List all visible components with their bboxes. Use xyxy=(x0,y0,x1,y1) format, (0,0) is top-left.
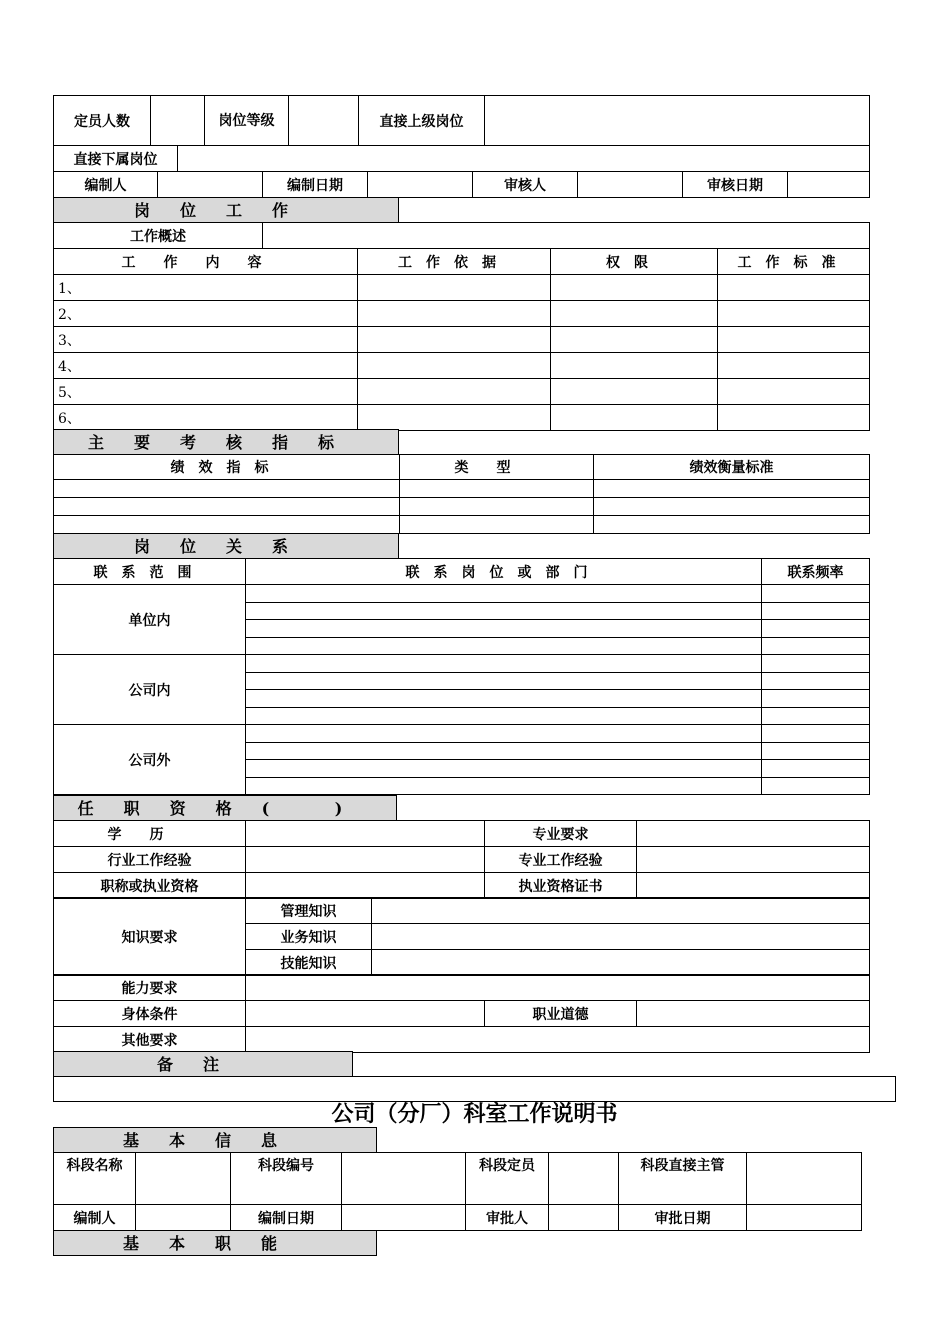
staff-count-field[interactable] xyxy=(151,96,205,146)
section-staff-field[interactable] xyxy=(549,1153,619,1205)
major-field[interactable] xyxy=(637,821,870,847)
ethics-field[interactable] xyxy=(637,1001,870,1027)
approve-date-field[interactable] xyxy=(747,1205,862,1231)
cert-label: 执业资格证书 xyxy=(485,873,637,899)
work-col-content: 工作内容 xyxy=(54,249,358,275)
mgmt-label: 管理知识 xyxy=(246,898,372,924)
kpi-col-type: 类型 xyxy=(400,455,594,480)
ability-label: 能力要求 xyxy=(54,975,246,1001)
knowledge-label: 知识要求 xyxy=(54,898,246,976)
relations-table xyxy=(53,558,870,795)
section-name-field[interactable] xyxy=(136,1153,231,1205)
rel-group-company: 公司内 xyxy=(54,655,246,725)
other-label: 其他要求 xyxy=(54,1027,246,1053)
skill-field[interactable] xyxy=(372,950,870,976)
table-row: 2、 xyxy=(54,301,870,327)
reviewer-label: 审核人 xyxy=(473,172,578,198)
table-row xyxy=(54,498,870,516)
table-row xyxy=(54,516,870,534)
overview-field[interactable] xyxy=(263,223,870,249)
rel-col-frequency: 联系频率 xyxy=(762,559,870,585)
kpi-col-indicator: 绩效指标 xyxy=(54,455,400,480)
table-row xyxy=(54,480,870,498)
cert-field[interactable] xyxy=(637,873,870,899)
table-row: 1、 xyxy=(54,275,870,301)
work-section-header: 岗位工作 xyxy=(53,197,399,223)
physical-label: 身体条件 xyxy=(54,1001,246,1027)
doc2-author-field[interactable] xyxy=(136,1205,231,1231)
doc2-author-label: 编制人 xyxy=(54,1205,136,1231)
section-name-label: 科段名称 xyxy=(54,1153,136,1205)
work-col-standard: 工作标准 xyxy=(718,249,870,275)
approver-field[interactable] xyxy=(549,1205,619,1231)
subordinate-label: 直接下属岗位 xyxy=(54,146,178,172)
relations-section-header: 岗位关系 xyxy=(53,533,399,559)
table-row: 6、 xyxy=(54,405,870,431)
mgmt-field[interactable] xyxy=(372,898,870,924)
section-staff-label: 科段定员 xyxy=(466,1153,549,1205)
industry-exp-label: 行业工作经验 xyxy=(54,847,246,873)
physical-field[interactable] xyxy=(246,1001,485,1027)
rel-col-scope: 联系范围 xyxy=(54,559,246,585)
knowledge-table xyxy=(53,897,870,976)
business-field[interactable] xyxy=(372,924,870,950)
grade-label: 岗位等级 xyxy=(205,96,289,146)
staff-count-label: 定员人数 xyxy=(54,96,151,146)
work-col-basis: 工作依据 xyxy=(358,249,551,275)
basic-functions-section-header: 基本职能 xyxy=(53,1230,377,1256)
remarks-field[interactable] xyxy=(53,1076,896,1102)
review-date-label: 审核日期 xyxy=(683,172,788,198)
rel-group-unit: 单位内 xyxy=(54,585,246,655)
section-head-field[interactable] xyxy=(747,1153,862,1205)
rel-group-external: 公司外 xyxy=(54,725,246,795)
doc2-table xyxy=(53,1152,862,1231)
other-field[interactable] xyxy=(246,1027,870,1053)
section-no-label: 科段编号 xyxy=(231,1153,342,1205)
kpi-col-standard: 绩效衡量标准 xyxy=(594,455,870,480)
overview-label: 工作概述 xyxy=(54,223,263,249)
education-label: 学历 xyxy=(54,821,246,847)
section-head-label: 科段直接主管 xyxy=(619,1153,747,1205)
ability-field[interactable] xyxy=(246,975,870,1001)
ability-table xyxy=(53,974,870,1053)
skill-label: 技能知识 xyxy=(246,950,372,976)
superior-field[interactable] xyxy=(485,96,870,146)
header-table xyxy=(53,95,870,146)
kpi-table xyxy=(53,454,870,534)
pro-exp-field[interactable] xyxy=(637,847,870,873)
qualifications-section-header: 任职资格( ) xyxy=(53,795,397,821)
title-cert-field[interactable] xyxy=(246,873,485,899)
major-label: 专业要求 xyxy=(485,821,637,847)
approver-label: 审批人 xyxy=(466,1205,549,1231)
remarks-section-header: 备注 xyxy=(53,1051,353,1077)
rel-col-dept: 联系岗位或部门 xyxy=(246,559,762,585)
doc2-date-label: 编制日期 xyxy=(231,1205,342,1231)
doc2-title: 公司（分厂）科室工作说明书 xyxy=(331,1102,618,1127)
approve-date-label: 审批日期 xyxy=(619,1205,747,1231)
overview-table xyxy=(53,222,870,249)
basic-info-section-header: 基本信息 xyxy=(53,1127,377,1153)
kpi-section-header: 主要考核指标 xyxy=(53,429,399,455)
superior-label: 直接上级岗位 xyxy=(359,96,485,146)
qualifications-table xyxy=(53,820,870,899)
work-col-authority: 权限 xyxy=(551,249,718,275)
author-table xyxy=(53,171,870,198)
reviewer-field[interactable] xyxy=(578,172,683,198)
doc2-date-field[interactable] xyxy=(342,1205,466,1231)
education-field[interactable] xyxy=(246,821,485,847)
subordinate-table xyxy=(53,145,870,172)
ethics-label: 职业道德 xyxy=(485,1001,637,1027)
review-date-field[interactable] xyxy=(788,172,870,198)
date-label: 编制日期 xyxy=(263,172,368,198)
table-row: 5、 xyxy=(54,379,870,405)
industry-exp-field[interactable] xyxy=(246,847,485,873)
table-row: 4、 xyxy=(54,353,870,379)
grade-field[interactable] xyxy=(289,96,359,146)
author-field[interactable] xyxy=(158,172,263,198)
table-row: 3、 xyxy=(54,327,870,353)
subordinate-field[interactable] xyxy=(178,146,870,172)
business-label: 业务知识 xyxy=(246,924,372,950)
section-no-field[interactable] xyxy=(342,1153,466,1205)
title-cert-label: 职称或执业资格 xyxy=(54,873,246,899)
author-label: 编制人 xyxy=(54,172,158,198)
pro-exp-label: 专业工作经验 xyxy=(485,847,637,873)
work-table xyxy=(53,248,870,431)
date-field[interactable] xyxy=(368,172,473,198)
